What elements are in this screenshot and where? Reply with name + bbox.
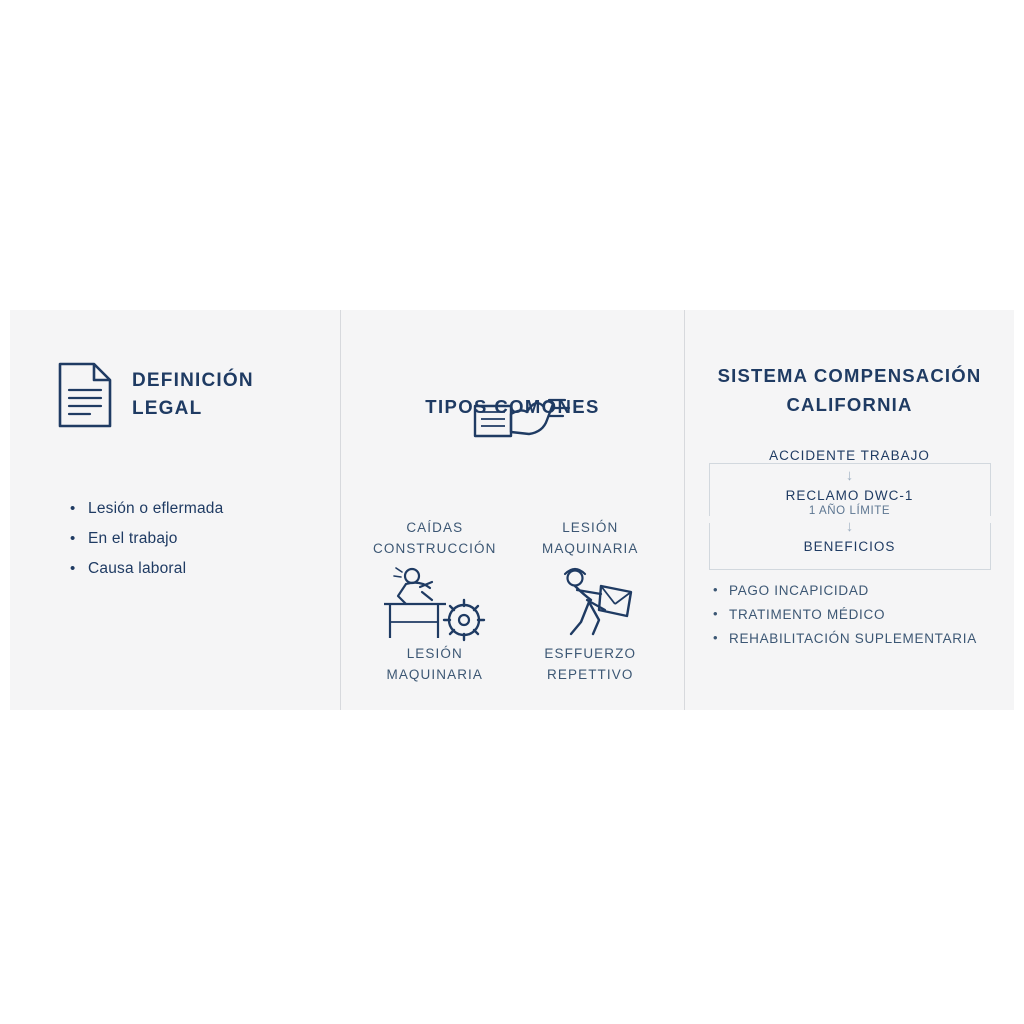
arrow-down-icon: ↓: [845, 467, 854, 485]
legal-bullet-list: [70, 494, 322, 585]
panel-title-sistema: SISTEMA COMPENSACIÓN CALIFORNIA: [717, 365, 982, 415]
list-item: • En el trabajo: [70, 524, 322, 554]
flow-step-beneficios: BENEFICIOS: [803, 539, 896, 555]
list-item: • PAGO INCAPICIDAD: [713, 579, 996, 603]
arrow-down-icon: ↓: [845, 518, 854, 536]
flow-step-accidente: ACCIDENTE TRABAJO: [769, 448, 930, 464]
list-item: • Lesión o eflermada: [70, 494, 322, 524]
list-item: • Causa laboral: [70, 554, 322, 584]
document-icon: [56, 360, 114, 430]
type-label: LESIÓN MAQUINARIA: [541, 520, 639, 556]
claim-flow-diagram: [725, 445, 975, 557]
panel-sistema-compensacion: [685, 310, 1014, 710]
flow-step-reclamo: RECLAMO DWC-1: [785, 488, 914, 504]
panel-title-tipos: TIPOS COMONES: [425, 396, 600, 417]
type-item-gear-injury: [359, 566, 511, 686]
panel-tipos-comunes: [340, 310, 685, 710]
type-label: LESIÓN MAQUINARIA: [386, 645, 483, 682]
benefits-list: [713, 579, 996, 650]
gear-injury-icon: [376, 566, 494, 640]
lifting-box-icon: [531, 566, 649, 640]
infographic-band: [10, 310, 1014, 710]
list-item: • REHABILITACIÓN SUPLEMENTARIA: [713, 627, 996, 651]
hand-press-icon: [453, 384, 573, 454]
type-item-caidas: [359, 440, 511, 560]
types-grid: [359, 440, 666, 686]
type-item-maquinaria-top: [515, 440, 667, 560]
type-label: ESFFUERZO REPETTIVO: [544, 645, 637, 682]
list-item: • TRATIMENTO MÉDICO: [713, 603, 996, 627]
flow-step-reclamo-sub: 1 AÑO LÍMITE: [808, 505, 891, 518]
type-item-esfuerzo-repetitivo: [515, 566, 667, 686]
panel-definicion-legal: [10, 310, 340, 710]
panel-title-legal: DEFINICIÓN LEGAL: [132, 370, 254, 419]
type-label: CAÍDAS CONSTRUCCIÓN: [373, 520, 497, 556]
panel-header-legal: [56, 360, 322, 430]
